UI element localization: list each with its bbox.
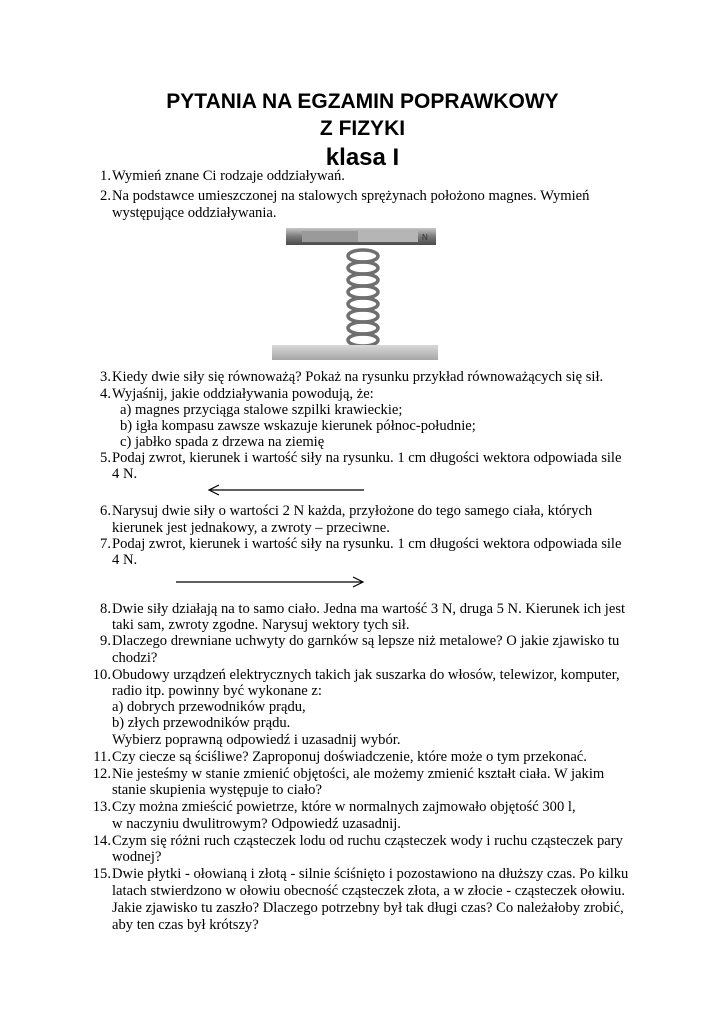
question-number: 5. [100, 450, 111, 466]
magnet-pole-n [358, 231, 418, 242]
question-text: Narysuj dwie siły o wartości 2 N każda, przyłożone do tego samego ciała, których [112, 503, 593, 519]
question-text: Na podstawce umieszczonej na stalowych sprężynach położono magnes. Wymień [112, 188, 590, 204]
question-number: 10. [92, 667, 111, 683]
question-subitem: b) złych przewodników prądu. [112, 715, 291, 731]
title-line-1: PYTANIA NA EGZAMIN POPRAWKOWY [166, 90, 559, 113]
question-text: Dlaczego drewniane uchwyty do garnków są lepsze niż metalowe? O jakie zjawisko tu [112, 633, 620, 649]
question-number: 9. [100, 633, 111, 649]
question-subitem: a) magnes przyciąga stalowe szpilki krawieckie; [120, 402, 403, 418]
question-number: 15. [92, 866, 111, 882]
question-text: stanie skupienia występuje to ciało? [112, 782, 322, 798]
title-line-3: klasa I [325, 144, 400, 171]
question-number: 1. [100, 168, 111, 184]
question-number: 11. [93, 749, 111, 765]
question-number: 8. [100, 601, 111, 617]
question-number: 14. [92, 833, 111, 849]
question-text: chodzi? [112, 650, 158, 666]
question-text: latach stwierdzono w ołowiu obecność cząsteczek złota, a w złocie - cząsteczek ołowiu. [112, 883, 625, 899]
question-subitem: a) dobrych przewodników prądu, [112, 699, 306, 715]
spring-coil [348, 250, 378, 346]
question-text: występujące oddziaływania. [112, 205, 277, 221]
base-stand [272, 345, 438, 360]
question-number: 12. [92, 766, 111, 782]
magnet-label-n: N [422, 233, 428, 242]
question-number: 3. [100, 369, 111, 385]
question-text: taki sam, zwroty zgodne. Narysuj wektory tych sił. [112, 617, 410, 633]
question-number: 4. [100, 386, 111, 402]
question-text: w naczyniu dwulitrowym? Odpowiedź uzasadnij. [112, 816, 401, 832]
question-text: Wyjaśnij, jakie oddziaływania powodują, że: [112, 386, 374, 402]
question-text: aby ten czas był krótszy? [112, 917, 259, 933]
magnet-on-spring-figure [272, 226, 438, 360]
question-number: 2. [100, 188, 111, 204]
magnet-pole-s [302, 231, 358, 242]
question-text: Podaj zwrot, kierunek i wartość siły na rysunku. 1 cm długości wektora odpowiada sile [112, 450, 622, 466]
question-text: Wymień znane Ci rodzaje oddziaływań. [112, 168, 345, 184]
question-number: 7. [100, 536, 111, 552]
question-text: 4 N. [112, 552, 138, 568]
question-text: radio itp. powinny być wykonane z: [112, 683, 322, 699]
question-number: 13. [92, 799, 111, 815]
title-line-2: Z FIZYKI [319, 117, 406, 140]
question-subitem: b) igła kompasu zawsze wskazuje kierunek północ-południe; [120, 418, 476, 434]
question-text: Obudowy urządzeń elektrycznych takich jak suszarka do włosów, telewizor, komputer, [112, 667, 620, 683]
question-text: Czym się różni ruch cząsteczek lodu od ruchu cząsteczek wody i ruchu cząsteczek pary [112, 833, 623, 849]
question-text: Dwie siły działają na to samo ciało. Jedna ma wartość 3 N, druga 5 N. Kierunek ich jest [112, 601, 626, 617]
force-vector-left-arrow [206, 483, 366, 497]
question-subitem: c) jabłko spada z drzewa na ziemię [120, 434, 325, 450]
question-text: Czy można zmieścić powietrze, które w normalnych zajmowało objętość 300 l, [112, 799, 576, 815]
question-number: 6. [100, 503, 111, 519]
question-text: kierunek jest jednakowy, a zwroty – przeciwne. [112, 520, 390, 536]
force-vector-right-arrow [174, 575, 366, 589]
question-text: Wybierz poprawną odpowiedź i uzasadnij wybór. [112, 732, 401, 748]
question-text: Czy ciecze są ściśliwe? Zaproponuj doświadczenie, które może o tym przekonać. [112, 749, 587, 765]
question-text: Kiedy dwie siły się równoważą? Pokaż na rysunku przykład równoważących się sił. [112, 369, 604, 385]
question-text: wodnej? [112, 849, 162, 865]
question-text: Dwie płytki - ołowianą i złotą - silnie ściśnięto i pozostawiono na dłuższy czas. Po kilku [112, 866, 629, 882]
question-text: 4 N. [112, 466, 138, 482]
question-text: Podaj zwrot, kierunek i wartość siły na rysunku. 1 cm długości wektora odpowiada sile [112, 536, 622, 552]
question-text: Jakie zjawisko tu zaszło? Dlaczego potrzebny był tak długi czas? Co należałoby zrobić, [112, 900, 624, 916]
question-text: Nie jesteśmy w stanie zmienić objętości, ale możemy zmienić kształt ciała. W jakim [112, 766, 605, 782]
